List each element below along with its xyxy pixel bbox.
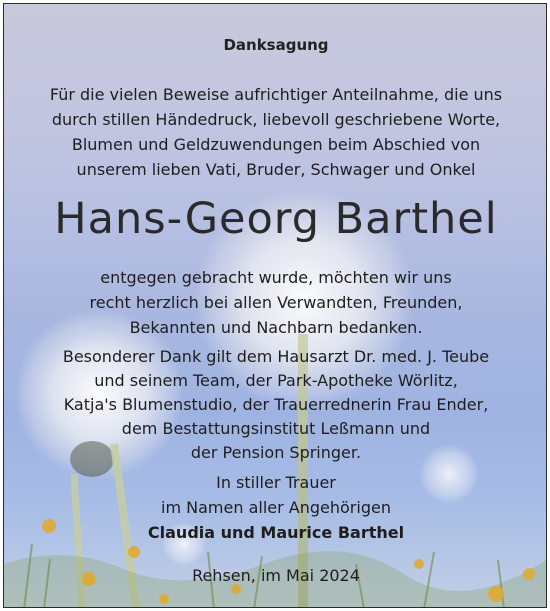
special-thanks-line: und seinem Team, der Park-Apotheke Wörlitz, [94, 371, 458, 390]
intro-line: Für die vielen Beweise aufrichtiger Anteilnahme, die uns [49, 85, 503, 104]
intro-line: Blumen und Geldzuwendungen beim Abschied von [71, 135, 481, 154]
place-date: Rehsen, im Mai 2024 [192, 566, 360, 585]
special-thanks-line: dem Bestattungsinstitut Leßmann und [121, 419, 431, 438]
notice-heading: Danksagung [223, 36, 329, 54]
obituary-card [3, 3, 547, 608]
intro-line: durch stillen Händedruck, liebevoll geschriebene Worte, [51, 110, 501, 129]
deceased-name: Hans-Georg Barthel [54, 194, 498, 244]
thanks-line: Bekannten und Nachbarn bedanken. [129, 318, 423, 337]
special-thanks-line: Besonderer Dank gilt dem Hausarzt Dr. med. J. Teube [62, 347, 490, 366]
notice-text [4, 4, 547, 608]
family-names: Claudia und Maurice Barthel [147, 523, 405, 542]
thanks-line: recht herzlich bei allen Verwandten, Freunden, [89, 293, 463, 312]
special-thanks-line: Katja's Blumenstudio, der Trauerrednerin Frau Ender, [63, 395, 489, 414]
thanks-line: entgegen gebracht wurde, möchten wir uns [100, 268, 452, 287]
mourning-line: In stiller Trauer [216, 473, 336, 492]
mourning-line: im Namen aller Angehörigen [161, 498, 391, 517]
intro-line: unserem lieben Vati, Bruder, Schwager und Onkel [76, 160, 476, 179]
special-thanks-line: der Pension Springer. [190, 443, 362, 462]
